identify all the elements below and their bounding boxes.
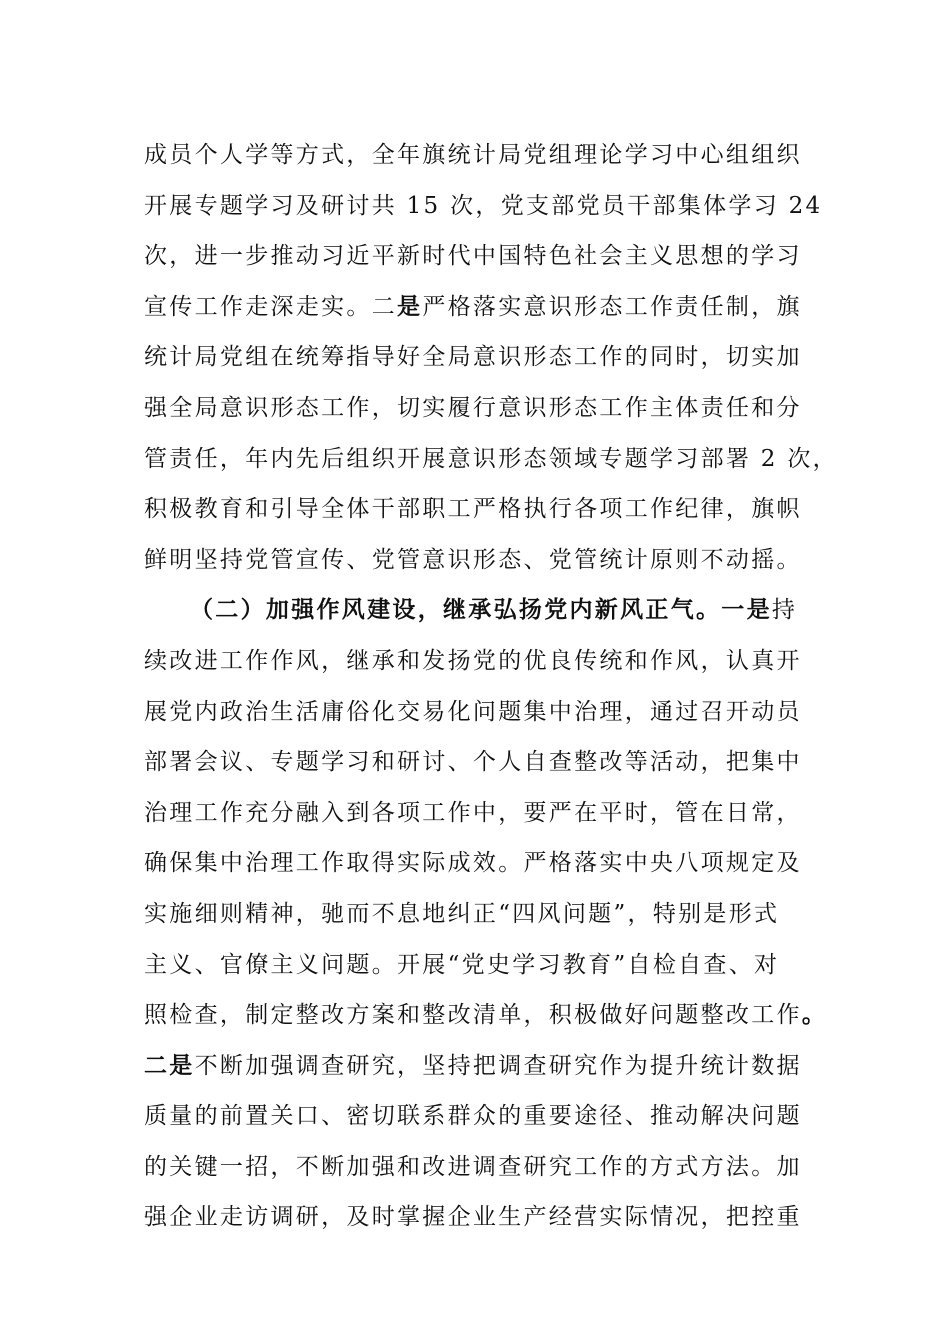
text-line bbox=[144, 332, 804, 383]
text-segment: 照检查，制定整改方案和整改清单，积极做好问题整改工作 bbox=[144, 1002, 802, 1029]
text-segment: 持 bbox=[771, 597, 798, 624]
text-segment: 统计局党组在统筹指导好全局意识形态工作的同时，切实加 bbox=[144, 344, 802, 371]
text-line bbox=[144, 1192, 804, 1243]
text-segment: 强企业走访调研，及时掌握企业生产经营实际情况，把控重 bbox=[144, 1204, 802, 1231]
text-line bbox=[144, 434, 838, 485]
text-segment: 质量的前置关口、密切联系群众的重要途径、推动解决问题 bbox=[144, 1103, 802, 1130]
text-segment: 不断加强调查研究，坚持把调查研究作为提升统计数据 bbox=[194, 1052, 802, 1079]
text-line bbox=[144, 181, 823, 232]
text-segment: 鲜明坚持党管宣传、党管意识形态、党管统计原则不动摇。 bbox=[144, 546, 802, 573]
text-line bbox=[144, 383, 804, 434]
text-segment: 积极教育和引导全体干部职工严格执行各项工作纪律，旗帜 bbox=[144, 496, 802, 523]
text-line bbox=[144, 282, 804, 333]
text-line bbox=[144, 1091, 804, 1142]
text-segment: 的关键一招，不断加强和改进调查研究工作的方式方法。加 bbox=[144, 1153, 802, 1180]
text-line bbox=[144, 889, 804, 940]
text-line bbox=[144, 737, 804, 788]
text-line bbox=[144, 585, 804, 636]
text-line bbox=[144, 484, 804, 535]
text-line bbox=[144, 1041, 804, 1092]
text-line bbox=[144, 940, 804, 991]
text-segment: 主义、官僚主义问题。开展“党史学习教育”自检自查、对 bbox=[144, 951, 780, 978]
text-segment: 强全局意识形态工作，切实履行意识形态工作主体责任和分 bbox=[144, 394, 802, 421]
text-line bbox=[144, 1142, 804, 1193]
text-segment: 管责任，年内先后组织开展意识形态领域专题学习部署 2 次， bbox=[144, 445, 838, 472]
text-line bbox=[144, 231, 804, 282]
text-segment: 严格落实意识形态工作责任制，旗 bbox=[422, 293, 802, 320]
bold-text-segment: 二是 bbox=[144, 1051, 195, 1079]
bold-text-segment: 。 bbox=[801, 1001, 828, 1029]
text-segment: 部署会议、专题学习和研讨、个人自查整改等活动，把集中 bbox=[144, 749, 802, 776]
text-segment: 续改进工作作风，继承和发扬党的优良传统和作风，认真开 bbox=[144, 647, 802, 674]
text-segment: 实施细则精神，驰而不息地纠正“四风问题”，特别是形式 bbox=[144, 900, 780, 927]
body-text bbox=[144, 130, 838, 1243]
text-line bbox=[144, 990, 828, 1041]
text-line bbox=[144, 535, 804, 586]
text-line bbox=[144, 788, 804, 839]
text-segment: 确保集中治理工作取得实际成效。严格落实中央八项规定及 bbox=[144, 850, 802, 877]
text-line bbox=[144, 636, 804, 687]
text-line bbox=[144, 687, 804, 738]
text-segment: 成员个人学等方式，全年旗统计局党组理论学习中心组组织 bbox=[144, 142, 802, 168]
text-segment: 展党内政治生活庸俗化交易化问题集中治理，通过召开动员 bbox=[144, 698, 802, 725]
text-segment: 次，进一步推动习近平新时代中国特色社会主义思想的学习 bbox=[144, 243, 802, 270]
bold-text-segment: （二）加强作风建设，继承弘扬党内新风正气。一是 bbox=[190, 596, 772, 624]
bold-text-segment: 是 bbox=[397, 292, 423, 320]
text-line bbox=[144, 130, 804, 181]
text-segment: 宣传工作走深走实。二 bbox=[144, 293, 397, 320]
text-segment: 治理工作充分融入到各项工作中，要严在平时，管在日常， bbox=[144, 799, 802, 826]
text-segment: 开展专题学习及研讨共 15 次，党支部党员干部集体学习 24 bbox=[144, 192, 823, 219]
text-line bbox=[144, 838, 804, 889]
